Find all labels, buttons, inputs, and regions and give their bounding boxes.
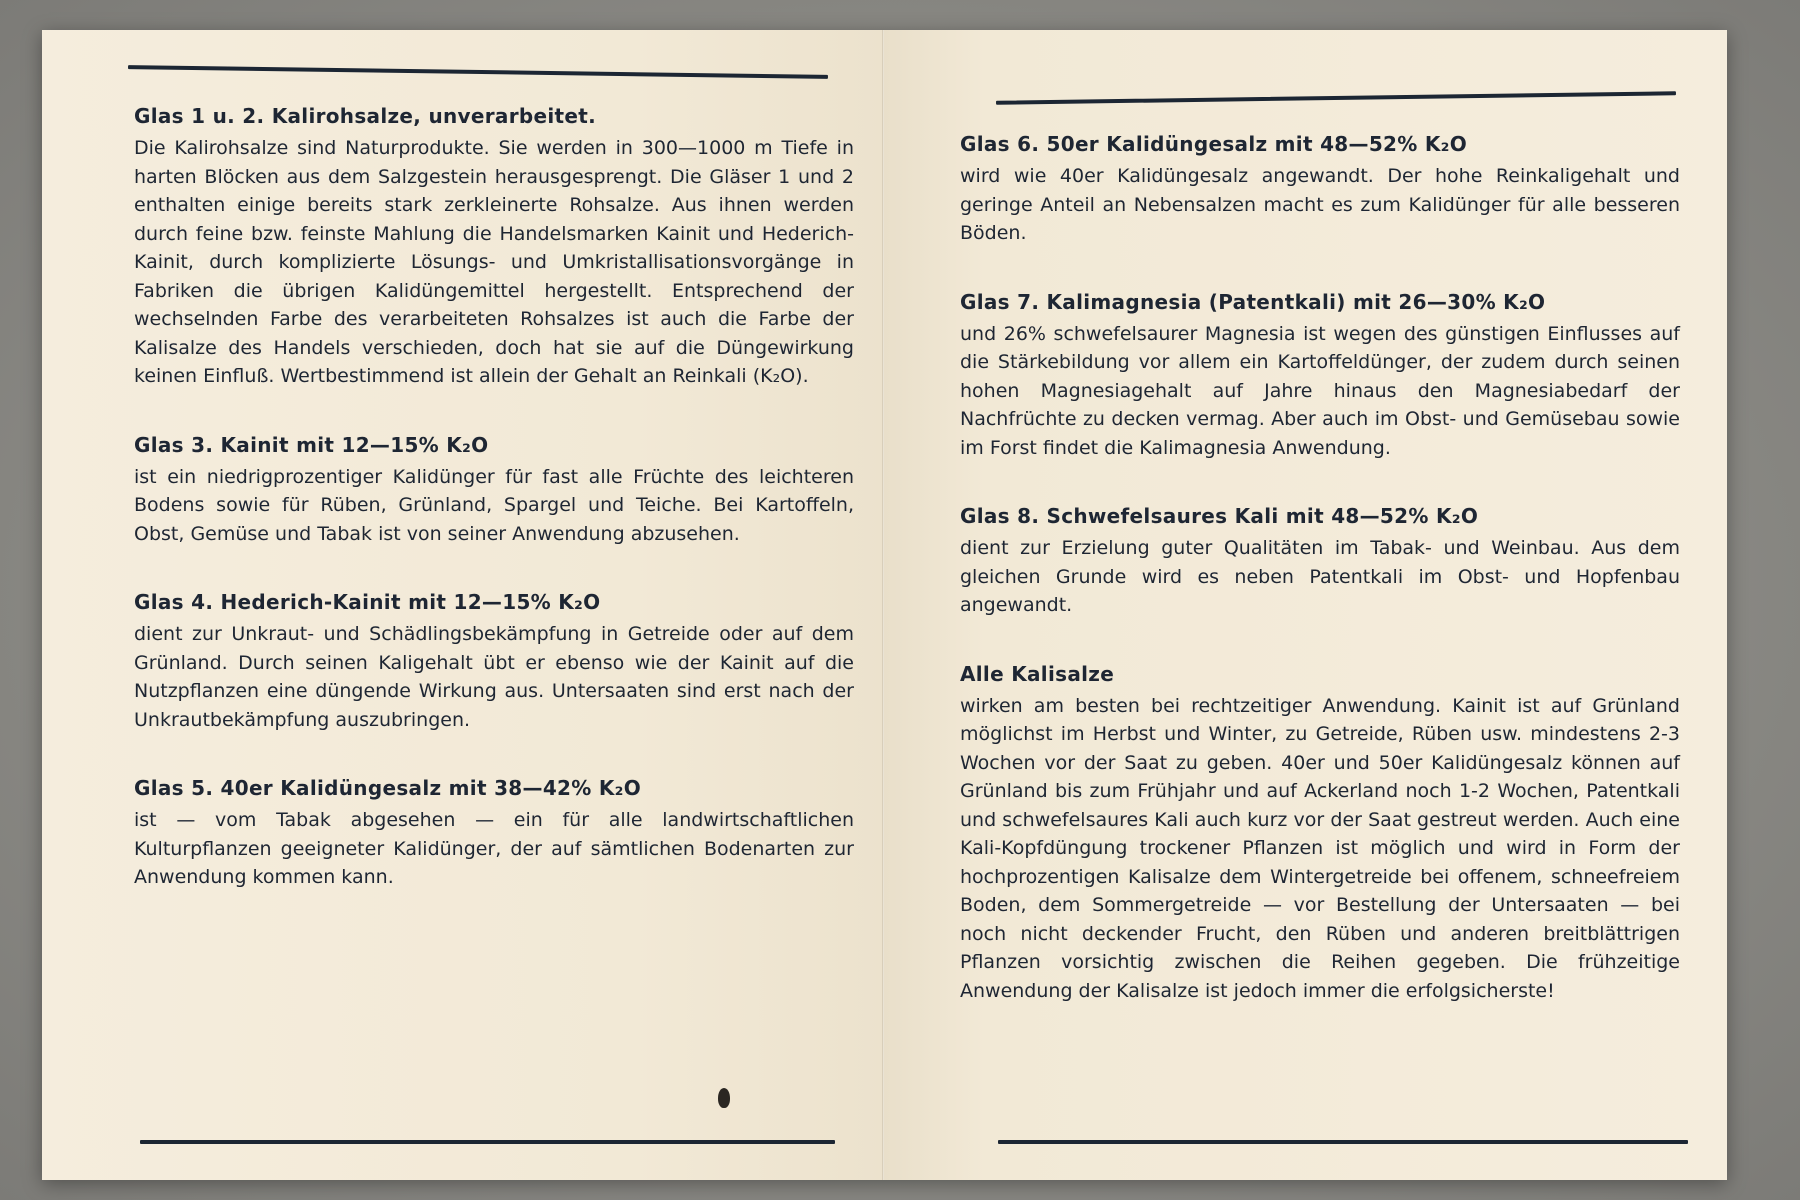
section-body: ist ein niedrigprozentiger Kalidünger für fast alle Früchte des leichteren Bodens sowie für Rüben, Grünland, Spargel und Teiche. Bei Kartoffeln, Obst, Gemüse und Tabak ist von seiner Anwendung abzusehen. bbox=[134, 465, 854, 545]
section-heading: Glas 5. 40er Kalidüngesalz mit 38—42% K₂O bbox=[134, 776, 642, 800]
section-glas-1-2 bbox=[134, 102, 854, 391]
section-alle-kalisalze bbox=[960, 660, 1680, 1006]
section-body: ist — vom Tabak abgesehen — ein für alle landwirtschaftlichen Kulturpflanzen geeigneter Kalidünger, der auf sämtlichen Bodenarten zur Anwendung kommen kann. bbox=[134, 809, 854, 888]
section-body: dient zur Unkraut- und Schädlingsbekämpfung in Getreide oder auf dem Grünland. Durch seinen Kaligehalt übt er ebenso wie der Kainit auf die Nutzpflanzen eine düngende Wirkung aus. Untersaaten sind erst nach der Unkrautbekämpfung auszubringen. bbox=[134, 623, 854, 731]
section-heading: Glas 6. 50er Kalidüngesalz mit 48—52% K₂O bbox=[960, 132, 1468, 156]
top-rule-right bbox=[996, 91, 1676, 104]
section-glas-6 bbox=[960, 130, 1680, 248]
left-page-content bbox=[134, 102, 854, 932]
section-glas-3 bbox=[134, 431, 854, 549]
section-body: wirken am besten bei rechtzeitiger Anwendung. Kainit ist auf Grünland möglichst im Herbst und Winter, zu Getreide, Rüben usw. mindestens 2-3 Wochen vor der Saat zu geben. 40er und 50er Kalidüngesalz können auf Grünland bis zum Frühjahr und auf Ackerland noch 1-2 Wochen, Patentkali und schwefelsaures Kali auch kurz vor der Saat gestreut werden. Auch eine Kali-Kopfdüngung trockener Pflanzen ist möglich und wird in Form der hochprozentigen Kalisalze dem Wintergetreide bei offenem, schneefreiem Boden, dem Sommergetreide — vor Bestellung der Untersaaten — bei noch nicht deckender Frucht, den Rüben und anderen breitblättrigen Pflanzen vorsichtig zwischen die Reihen gegeben. Die frühzeitige Anwendung der Kalisalze ist jedoch immer die erfolgsicherste! bbox=[960, 694, 1680, 1002]
section-glas-4 bbox=[134, 588, 854, 734]
bottom-rule-left bbox=[140, 1140, 835, 1144]
section-glas-5 bbox=[134, 774, 854, 892]
section-heading: Alle Kalisalze bbox=[960, 661, 1115, 686]
section-body: dient zur Erzielung guter Qualitäten im Tabak- und Weinbau. Aus dem gleichen Grunde wird es neben Patentkali im Obst- und Hopfenbau angewandt. bbox=[960, 537, 1680, 616]
section-heading: Glas 7. Kalimagnesia (Patentkali) mit 26—30% K₂O bbox=[960, 289, 1546, 314]
left-page bbox=[42, 30, 884, 1180]
ink-blot bbox=[718, 1088, 730, 1108]
section-heading: Glas 1 u. 2. Kalirohsalze, unverarbeitet. bbox=[134, 104, 596, 128]
section-body: wird wie 40er Kalidüngesalz angewandt. Der hohe Reinkaligehalt und geringe Anteil an Nebensalzen macht es zum Kalidünger für alle besseren Böden. bbox=[960, 165, 1680, 244]
booklet bbox=[42, 30, 1727, 1180]
top-rule-left bbox=[128, 65, 828, 79]
section-glas-8 bbox=[960, 502, 1680, 620]
section-heading: Glas 3. Kainit mit 12—15% K₂O bbox=[134, 432, 489, 457]
section-body: Die Kalirohsalze sind Naturprodukte. Sie werden in 300—1000 m Tiefe in harten Blöcken aus dem Salzgestein herausgesprengt. Die Gläser 1 und 2 enthalten einige bereits stark zerkleinerte Rohsalze. Aus ihnen werden durch feine bzw. feinste Mahlung die Handelsmarken Kainit und Hederich-Kainit, durch komplizierte Lösungs- und Umkristallisationsvorgänge in Fabriken die übrigen Kalidüngemittel hergestellt. Entsprechend der wechselnden Farbe des verarbeiteten Rohsalzes ist auch die Farbe der Kalisalze des Handels verschieden, doch hat sie auf die Düngewirkung keinen Einfluß. Wertbestimmend ist allein der Gehalt an Reinkali (K₂O). bbox=[134, 137, 854, 387]
right-page-content bbox=[960, 130, 1680, 1045]
bottom-rule-right bbox=[998, 1140, 1688, 1144]
section-glas-7 bbox=[960, 288, 1680, 463]
section-heading: Glas 8. Schwefelsaures Kali mit 48—52% K₂O bbox=[960, 504, 1479, 528]
section-heading: Glas 4. Hederich-Kainit mit 12—15% K₂O bbox=[134, 590, 601, 614]
section-body: und 26% schwefelsaurer Magnesia ist wegen des günstigen Einflusses auf die Stärkebildung vor allem ein Kartoffeldünger, der zudem durch seinen hohen Magnesiagehalt auf Jahre hinaus den Magnesiabedarf der Nachfrüchte zu decken vermag. Aber auch im Obst- und Gemüsebau sowie im Forst findet die Kalimagnesia Anwendung. bbox=[960, 322, 1680, 459]
right-page bbox=[884, 30, 1727, 1180]
